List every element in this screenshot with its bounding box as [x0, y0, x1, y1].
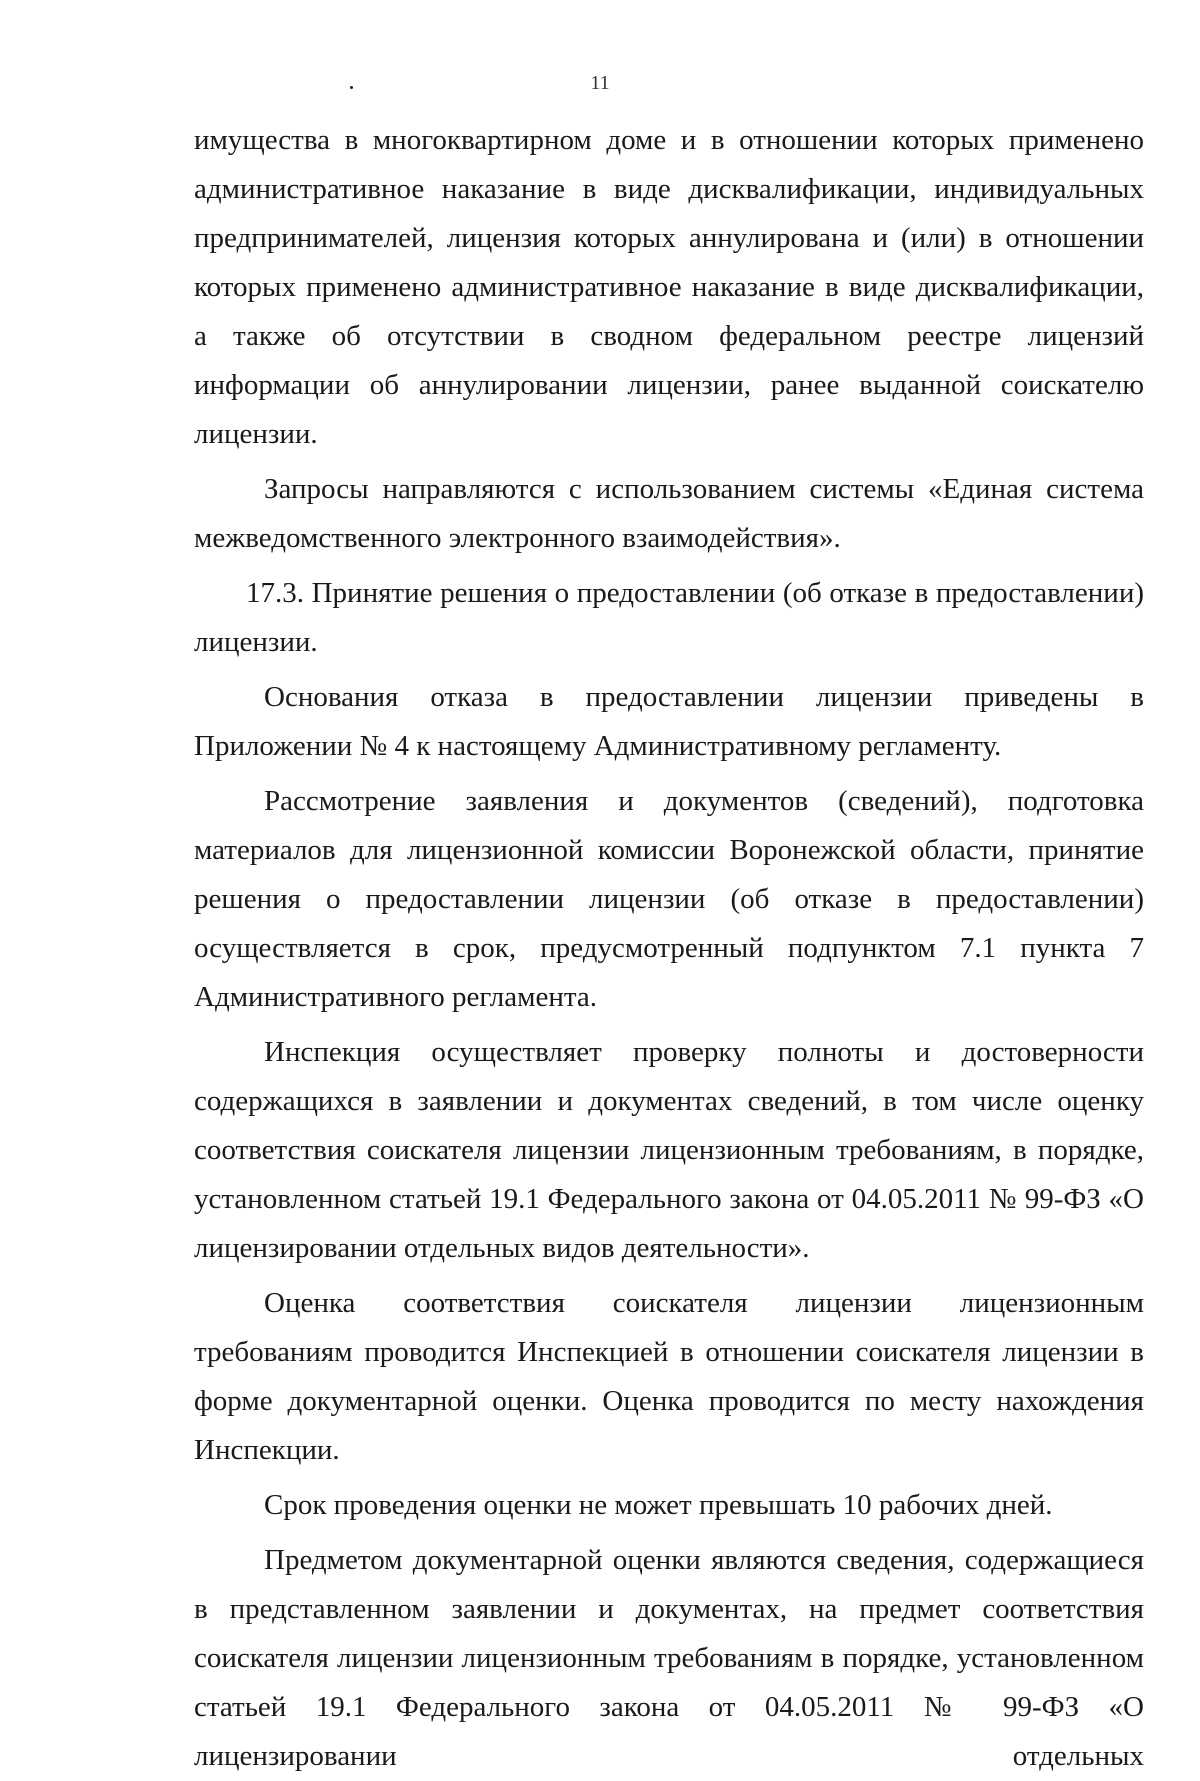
paragraph-continuation: имущества в многоквартирном доме и в отношении которых применено административное наказание в виде дисквалификации, индивидуальных предпринимателей, лицензия которых аннулирована и (или) в отношении которых применено административное наказание в виде дисквалификации, а также об отсутствии в сводном федеральном реестре лицензий информации об аннулировании лицензии, ранее выданной соискателю лицензии. [194, 124, 1144, 450]
page-number: 11 [590, 72, 610, 94]
section-heading-17-3: 17.3. Принятие решения о предоставлении (об отказе в предоставлении) лицензии. [194, 577, 1144, 658]
paragraph-inspection-check: Инспекция осуществляет проверку полноты и достоверности содержащихся в заявлении и документах сведений, в том числе оценку соответствия соискателя лицензии лицензионным требованиям, в порядке, установленном статьей 19.1 Федерального закона от 04.05.2011 № 99-ФЗ «О лицензировании отдельных видов деятельности». [194, 1036, 1144, 1264]
paragraph-requests: Запросы направляются с использованием системы «Единая система межведомственного электронного взаимодействия». [194, 473, 1144, 554]
paragraph-assessment-form: Оценка соответствия соискателя лицензии лицензионным требованиям проводится Инспекцией в отношении соискателя лицензии в форме документарной оценки. Оценка проводится по месту нахождения Инспекции. [194, 1287, 1144, 1466]
paragraph-refusal-grounds: Основания отказа в предоставлении лицензии приведены в Приложении № 4 к настоящему Административному регламенту. [194, 681, 1144, 762]
document-body [194, 116, 1144, 1781]
paragraph-review-terms: Рассмотрение заявления и документов (сведений), подготовка материалов для лицензионной комиссии Воронежской области, принятие решения о предоставлении лицензии (об отказе в предоставлении) осуществляется в срок, предусмотренный подпунктом 7.1 пункта 7 Административного регламента. [194, 785, 1144, 1013]
paragraph-assessment-duration: Срок проведения оценки не может превышать 10 рабочих дней. [264, 1489, 1053, 1521]
paragraph-assessment-subject: Предметом документарной оценки являются сведения, содержащиеся в представленном заявлении и документах, на предмет соответствия соискателя лицензии лицензионным требованиям в порядке, установленном статьей 19.1 Федерального закона от 04.05.2011 № 99-ФЗ «О лицензировании отдельных [194, 1544, 1144, 1772]
